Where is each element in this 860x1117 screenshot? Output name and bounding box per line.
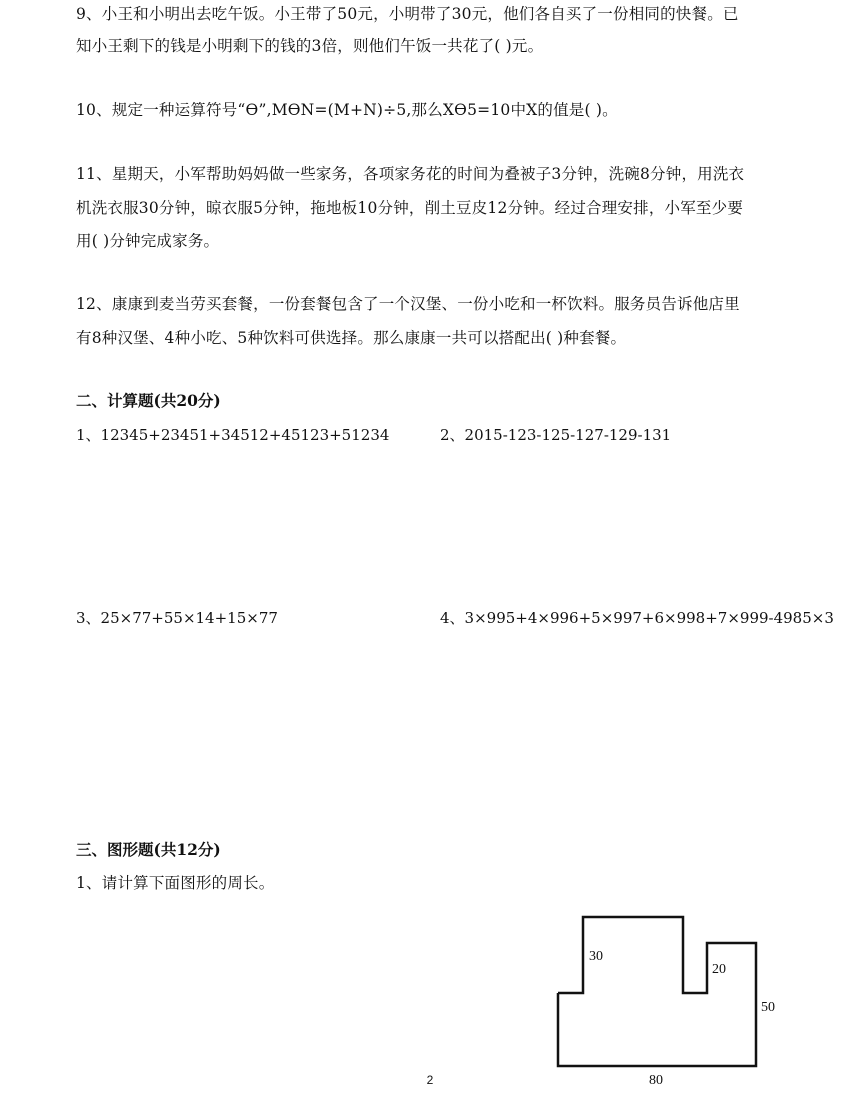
page-number: 2 [426,1073,434,1087]
calc-item-3: 3、25×77+55×14+15×77 [76,609,278,627]
question-12-line-2: 有8种汉堡、4种小吃、5种饮料可供选择。那么康康一共可以搭配出( )种套餐。 [76,329,627,347]
question-12-line-1: 12、康康到麦当劳买套餐，一份套餐包含了一个汉堡、一份小吃和一杯饮料。服务员告诉他店里 [76,295,740,313]
question-9-line-1: 9、小王和小明出去吃午饭。小王带了50元，小明带了30元，他们各自买了一份相同的快餐。已 [76,5,739,23]
label-50: 50 [761,1000,775,1015]
question-10-line-1: 10、规定一种运算符号“ϴ”,MϴN=(M+N)÷5,那么Xϴ5=10中X的值是( )。 [76,101,618,119]
question-11-line-1: 11、星期天，小军帮助妈妈做一些家务，各项家务花的时间为叠被子3分钟，洗碗8分钟，用洗衣 [76,165,745,183]
section-3-heading: 三、图形题(共12分) [76,840,221,859]
question-11-line-3: 用( )分钟完成家务。 [76,232,220,250]
calc-item-1: 1、12345+23451+34512+45123+51234 [76,426,390,444]
figure-question-1: 1、请计算下面图形的周长。 [76,874,275,892]
question-11-line-2: 机洗衣服30分钟，晾衣服5分钟，拖地板10分钟，削土豆皮12分钟。经过合理安排，小军至少要 [76,199,744,217]
calc-item-4: 4、3×995+4×996+5×997+6×998+7×999-4985×3 [440,609,834,627]
label-30: 30 [589,949,603,964]
question-9-line-2: 知小王剩下的钱是小明剩下的钱的3倍，则他们午饭一共花了( )元。 [76,37,544,55]
label-80: 80 [649,1073,663,1088]
label-20: 20 [712,962,726,977]
section-2-heading: 二、计算题(共20分) [76,391,221,410]
figure-outline [558,917,756,1066]
calc-item-2: 2、2015-123-125-127-129-131 [440,426,672,444]
perimeter-figure [530,905,800,1090]
